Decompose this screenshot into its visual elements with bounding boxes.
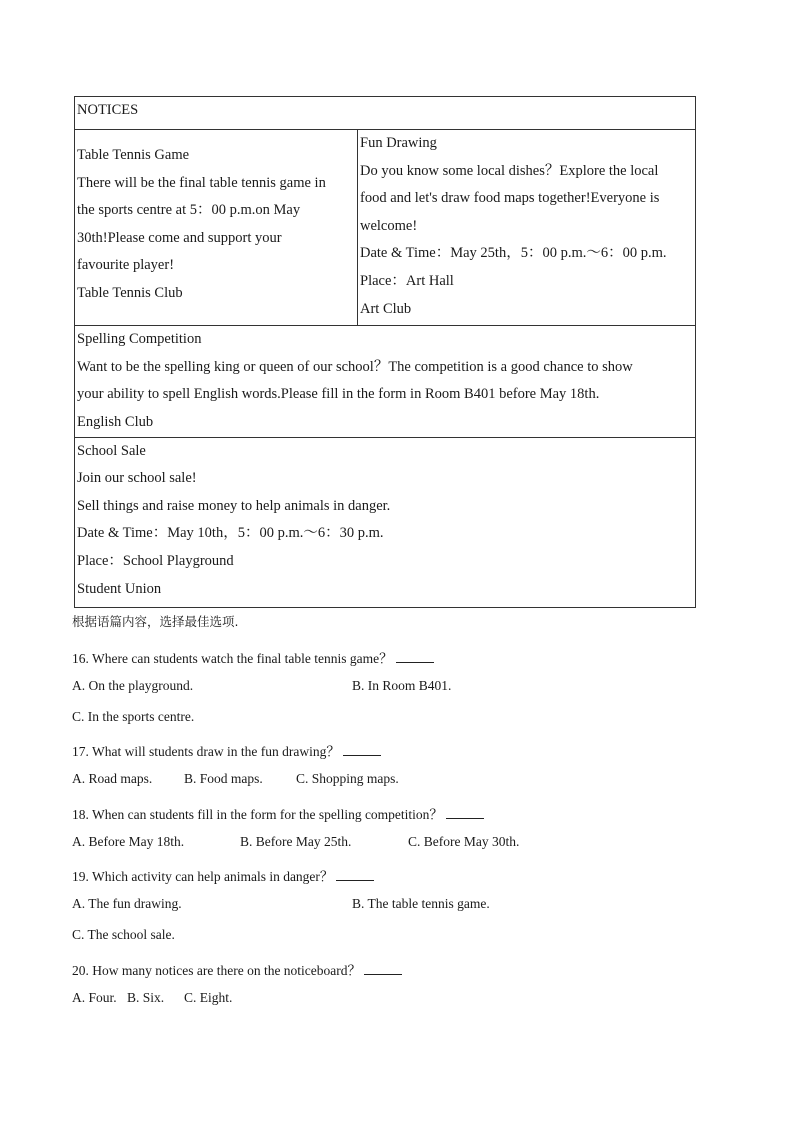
question-stem: 18. When can students fill in the form for the spelling competition？ xyxy=(72,807,443,822)
notice-title: Spelling Competition xyxy=(77,331,202,348)
notice-fun-drawing xyxy=(358,130,696,326)
notice-title: Table Tennis Game xyxy=(77,147,190,163)
notice-club: Art Club xyxy=(360,300,412,317)
notice-place: Place：Art Hall xyxy=(360,272,454,289)
notice-table-tennis xyxy=(75,130,358,326)
question-16 xyxy=(72,647,434,667)
question-stem: 16. Where can students watch the final table tennis game？ xyxy=(72,651,393,666)
option-b[interactable]: B. Six. xyxy=(127,990,165,1005)
option-c[interactable]: C. In the sports centre. xyxy=(72,709,195,724)
option-b[interactable]: B. The table tennis game. xyxy=(352,896,490,911)
notice-title: Fun Drawing xyxy=(360,135,437,151)
option-b[interactable]: B. In Room B401. xyxy=(352,678,452,693)
notice-text: 30th!Please come and support your xyxy=(77,229,282,246)
question-stem: 17. What will students draw in the fun drawing？ xyxy=(72,744,340,759)
question-19 xyxy=(72,865,374,885)
notice-text: your ability to spell English words.Please fill in the form in Room B401 before May 18th. xyxy=(77,386,600,403)
notice-date-time: Date & Time：May 10th，5：00 p.m.～6：30 p.m. xyxy=(77,525,384,542)
notice-text: favourite player! xyxy=(77,257,175,274)
notice-spelling-competition xyxy=(75,326,696,437)
option-c[interactable]: C. Before May 30th. xyxy=(408,834,520,849)
question-18 xyxy=(72,803,484,823)
notice-text: Do you know some local dishes？Explore the local xyxy=(360,162,659,179)
option-a[interactable]: A. Four. xyxy=(72,990,117,1005)
option-a[interactable]: A. On the playground. xyxy=(72,678,194,693)
question-stem: 20. How many notices are there on the noticeboard？ xyxy=(72,963,362,978)
answer-blank[interactable] xyxy=(364,962,402,975)
notice-club: Student Union xyxy=(77,580,162,597)
notice-text: Join our school sale! xyxy=(77,470,197,487)
notice-club: Table Tennis Club xyxy=(77,284,183,301)
option-c[interactable]: C. Eight. xyxy=(184,990,233,1005)
notice-text: Sell things and raise money to help animals in danger. xyxy=(77,497,391,514)
notice-school-sale xyxy=(75,437,696,608)
notice-text: the sports centre at 5：00 p.m.on May xyxy=(77,202,301,219)
notice-text: There will be the final table tennis game in xyxy=(77,174,326,191)
instruction-text: 根据语篇内容，选择最佳选项. xyxy=(72,614,239,629)
notice-text: Want to be the spelling king or queen of our school？The competition is a good chance to show xyxy=(77,358,633,375)
answer-blank[interactable] xyxy=(343,743,381,756)
question-stem: 19. Which activity can help animals in danger？ xyxy=(72,869,334,884)
notice-text: welcome! xyxy=(360,217,418,234)
option-c[interactable]: C. The school sale. xyxy=(72,927,175,942)
noticeboard-header: NOTICES xyxy=(75,97,696,130)
question-17 xyxy=(72,740,381,760)
noticeboard-table xyxy=(74,96,696,608)
answer-blank[interactable] xyxy=(446,806,484,819)
notice-title: School Sale xyxy=(77,442,146,459)
notice-text: food and let's draw food maps together!Everyone is xyxy=(360,190,660,207)
option-b[interactable]: B. Food maps. xyxy=(184,771,263,786)
option-a[interactable]: A. Road maps. xyxy=(72,771,153,786)
option-b[interactable]: B. Before May 25th. xyxy=(240,834,352,849)
notice-club: English Club xyxy=(77,413,154,430)
answer-blank[interactable] xyxy=(396,650,434,663)
option-c[interactable]: C. Shopping maps. xyxy=(296,771,399,786)
notice-date-time: Date & Time：May 25th，5：00 p.m.～6：00 p.m. xyxy=(360,245,667,262)
option-a[interactable]: A. Before May 18th. xyxy=(72,834,185,849)
option-a[interactable]: A. The fun drawing. xyxy=(72,896,182,911)
notice-place: Place：School Playground xyxy=(77,552,234,569)
answer-blank[interactable] xyxy=(336,868,374,881)
question-20 xyxy=(72,959,402,979)
